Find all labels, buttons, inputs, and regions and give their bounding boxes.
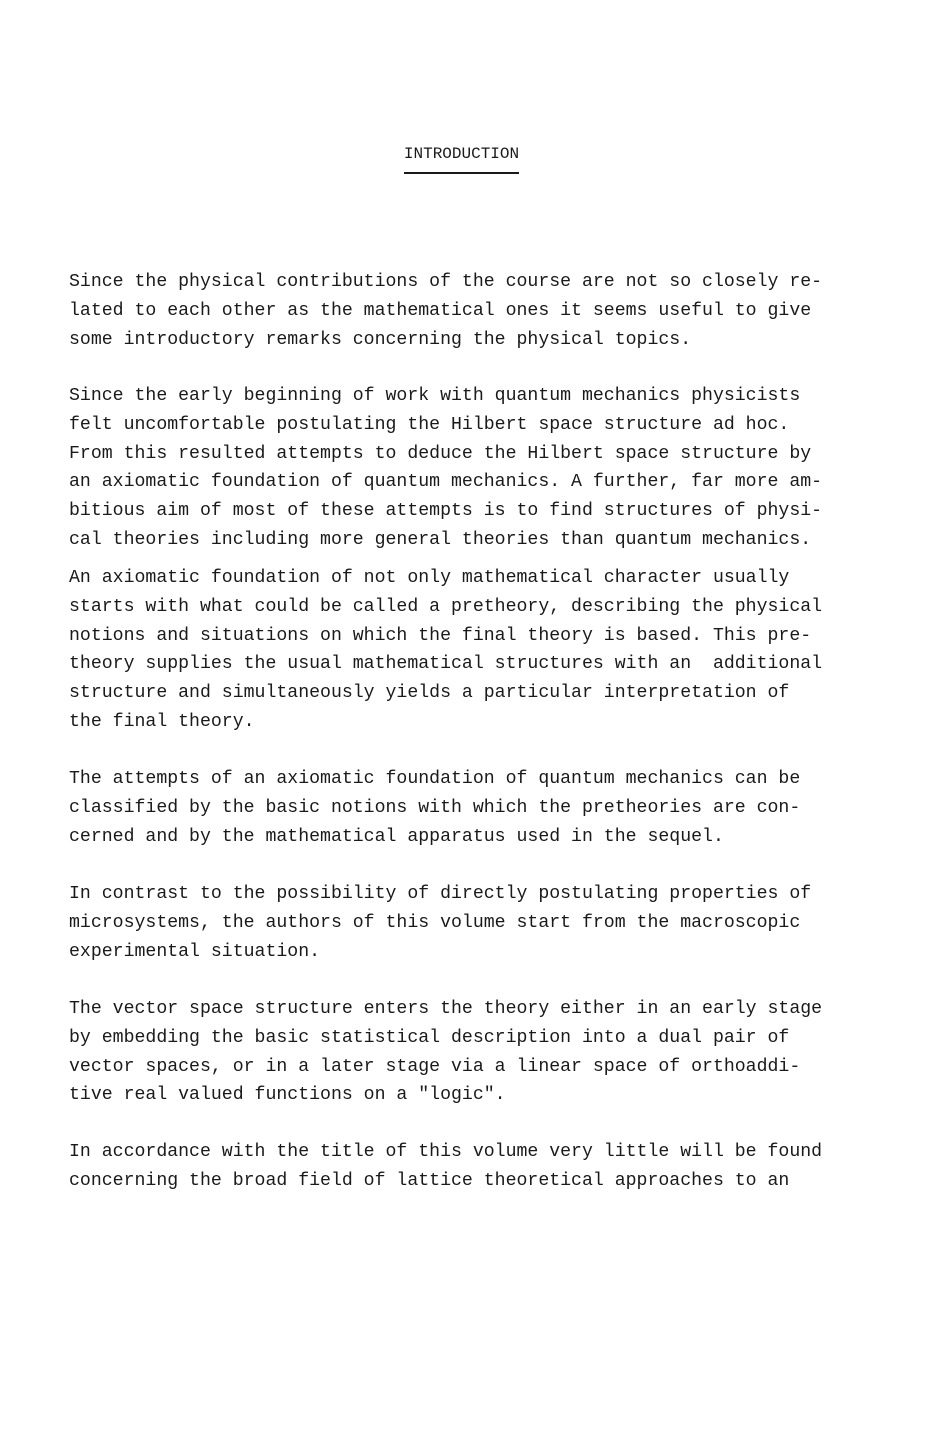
text-line: an axiomatic foundation of quantum mechanics. A further, far more am- (69, 472, 823, 493)
paragraph-3 (69, 564, 822, 737)
text-line: tive real valued functions on a "logic". (69, 1085, 506, 1106)
text-line: structure and simultaneously yields a particular interpretation of (69, 683, 790, 703)
text-line: concerning the broad field of lattice theoretical approaches to an (69, 1170, 790, 1191)
paragraph-4 (69, 765, 800, 851)
page-title (0, 145, 923, 174)
text-line: An axiomatic foundation of not only mathematical character usually (69, 568, 790, 588)
paragraph-7 (69, 1138, 822, 1196)
text-line: Since the physical contributions of the course are not so closely re- (69, 272, 823, 292)
text-line: vector spaces, or in a later stage via a linear space of orthoaddi- (69, 1056, 801, 1077)
text-line: From this resulted attempts to deduce the Hilbert space structure by (69, 443, 812, 464)
text-line: Since the early beginning of work with quantum mechanics physicists (69, 386, 801, 406)
paragraph-5 (69, 880, 811, 966)
text-line: starts with what could be called a pretheory, describing the physical (69, 596, 823, 617)
text-line: some introductory remarks concerning the physical topics. (69, 329, 692, 350)
paragraph-2 (69, 382, 822, 555)
paragraph-1 (69, 268, 822, 354)
paragraph-6 (69, 995, 822, 1110)
page-title-text: INTRODUCTION (404, 145, 519, 174)
text-line: experimental situation. (69, 941, 321, 962)
text-line: The attempts of an axiomatic foundation of quantum mechanics can be (69, 769, 801, 789)
text-line: In accordance with the title of this volume very little will be found (69, 1142, 823, 1162)
text-line: felt uncomfortable postulating the Hilbert space structure ad hoc. (69, 414, 790, 435)
text-line: the final theory. (69, 711, 255, 732)
text-line: In contrast to the possibility of directly postulating properties of (69, 884, 812, 904)
text-line: cal theories including more general theories than quantum mechanics. (69, 529, 812, 550)
text-line: microsystems, the authors of this volume start from the macroscopic (69, 912, 801, 933)
text-line: The vector space structure enters the theory either in an early stage (69, 999, 823, 1019)
text-line: bitious aim of most of these attempts is to find structures of physi- (69, 501, 823, 521)
text-line: cerned and by the mathematical apparatus used in the sequel. (69, 826, 724, 847)
text-line: lated to each other as the mathematical ones it seems useful to give (69, 300, 812, 321)
text-line: by embedding the basic statistical description into a dual pair of (69, 1027, 790, 1048)
text-line: classified by the basic notions with which the pretheories are con- (69, 797, 801, 818)
text-line: notions and situations on which the final theory is based. This pre- (69, 625, 812, 646)
text-line: theory supplies the usual mathematical structures with an additional (69, 654, 823, 675)
